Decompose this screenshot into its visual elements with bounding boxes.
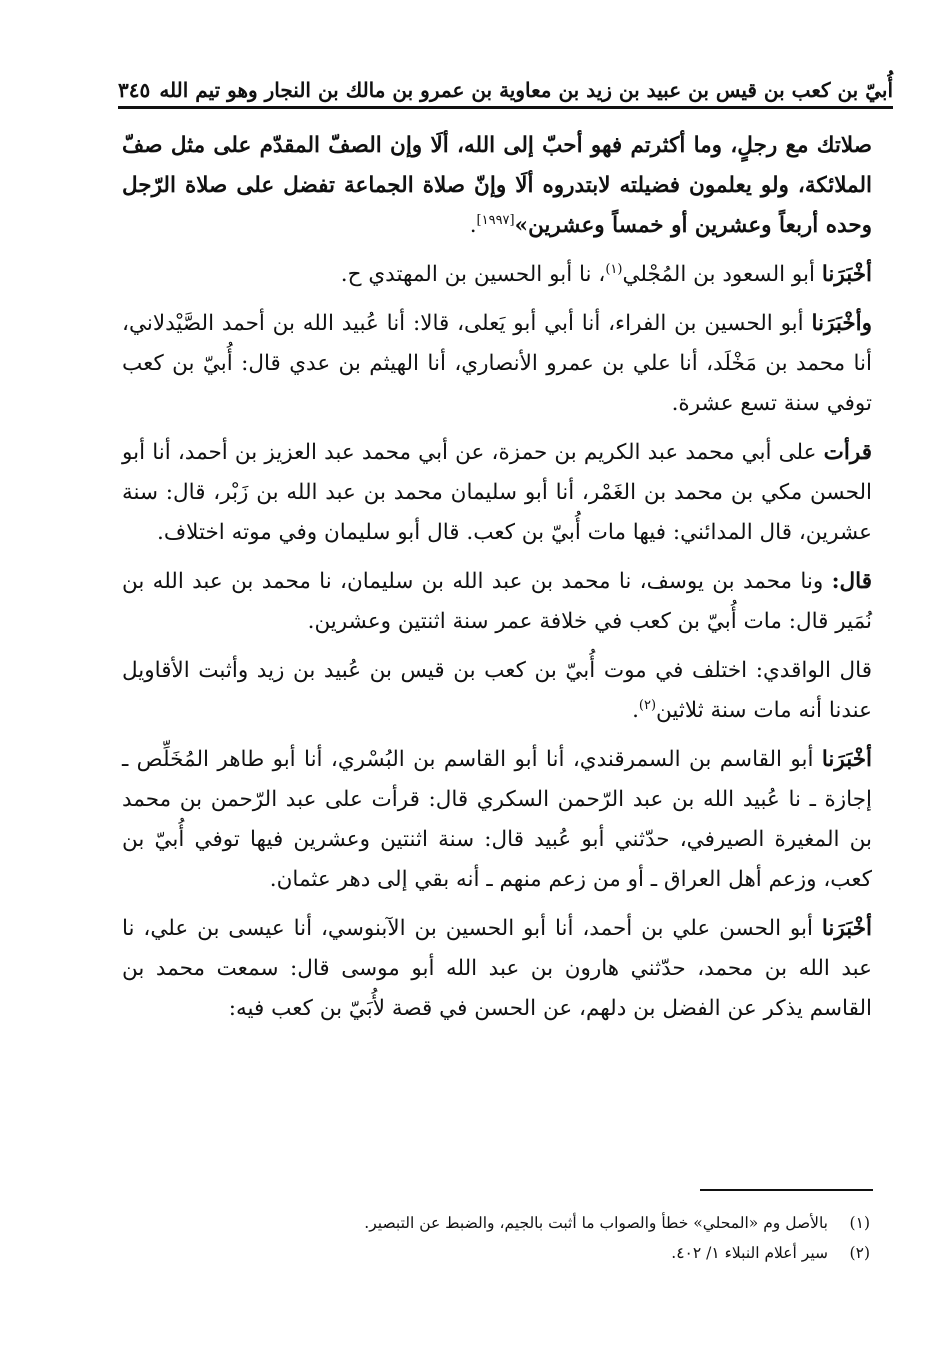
paragraph-text: أبو الحسن علي بن أحمد، أنا أبو الحسين بن الآبنوسي، أنا عيسى بن علي، نا عبد الله بن محمد، حدّثني هارون بن عبد الله أبو موسى قال: سمعت محمد بن القاسم يذكر عن الفضل بن دلهم، عن الحسن في قصة لأُبَيّ بن كعب فيه: <box>122 916 872 1021</box>
paragraph-text: ونا محمد بن يوسف، نا محمد بن عبد الله بن سليمان، نا محمد بن عبد الله بن نُمَير قال: مات أُبيّ بن كعب في خلافة عمر سنة اثنتين وعشرين. <box>122 569 872 634</box>
paragraph-text: صلاتك مع رجلٍ، وما أكثرتم فهو أحبّ إلى الله، ألَا وإن الصفّ المقدّم على مثل صفّ الملائكة، ولو يعلمون فضيلته لابتدروه ألَا وإنّ صلاة الجماعة تفضل على صلاة الرّجل وحده أربعاً وعشرين أو خمساً وعشرين» <box>122 133 872 238</box>
paragraph-lead: قرأت <box>823 440 872 465</box>
running-head-title: أُبيّ بن كعب بن قيس بن عبيد بن زيد بن معاوية بن عمرو بن مالك بن النجار وهو تيم الله <box>159 78 893 102</box>
footnote-ref[interactable]: (١) <box>605 261 623 277</box>
footnotes <box>300 1208 870 1268</box>
body-text <box>122 126 872 1038</box>
footnote-text: بالأصل وم «المحلي» خطأ والصواب ما أثبت بالجيم، والضبط عن التبصير. <box>364 1214 828 1232</box>
paragraph-text: أبو الحسين بن الفراء، أنا أبي أبو يَعلى، قالا: أنا عُبيد الله بن أحمد الصَّيْدلاني، أنا محمد بن مَخْلَد، أنا علي بن عمرو الأنصاري، أنا الهيثم بن عدي قال: أُبيّ بن كعب توفي سنة تسع عشرة. <box>122 311 872 416</box>
footnote-ref[interactable]: (٢) <box>638 697 657 713</box>
footnote-2 <box>300 1238 870 1268</box>
paragraph-6 <box>122 651 872 731</box>
paragraph-7 <box>122 740 872 900</box>
paragraph-text: على أبي محمد عبد الكريم بن حمزة، عن أبي محمد عبد العزيز بن أحمد، أنا أبو الحسن مكي بن محمد بن الغَمْر، أنا أبو سليمان محمد بن عبد الله بن زَبْر، قال: سنة عشرين، قال المدائني: فيها مات أُبيّ بن كعب. قال أبو سليمان وفي موته اختلاف. <box>122 440 872 545</box>
paragraph-lead: وأخْبَرَنا <box>811 311 872 336</box>
page-number: ٣٤٥ <box>118 78 151 102</box>
paragraph-lead: أخْبَرَنا <box>821 262 872 287</box>
paragraph-text: قال الواقدي: اختلف في موت أُبيّ بن كعب بن قيس بن عُبيد بن زيد وأثبت الأقاويل عندنا أنه مات سنة ثلاثين <box>122 658 872 723</box>
paragraph-lead: قال: <box>831 569 872 594</box>
paragraph-4 <box>122 433 872 553</box>
paragraph-8 <box>122 909 872 1029</box>
paragraph-1 <box>122 126 872 246</box>
paragraph-tail: ، نا أبو الحسين بن المهتدي ح. <box>340 262 606 287</box>
paragraph-tail: . <box>469 213 477 238</box>
paragraph-lead: أخْبَرَنا <box>821 916 872 941</box>
paragraph-text: أبو القاسم بن السمرقندي، أنا أبو القاسم بن البُسْري، أنا أبو طاهر المُخَلِّص ـ إجازة ـ نا عُبيد الله بن عبد الرّحمن السكري قال: قرأت على عبد الرّحمن بن محمد بن المغيرة الصيرفي، حدّثني أبو عُبيد قال: سنة اثنتين وعشرين فيها توفي أُبيّ بن كعب، وزعم أهل العراق ـ أو من زعم منهم ـ أنه بقي إلى دهر عثمان. <box>122 747 872 892</box>
paragraph-tail: . <box>632 698 639 723</box>
footnote-number: (١) <box>849 1214 870 1232</box>
running-head <box>118 62 893 102</box>
paragraph-3 <box>122 304 872 424</box>
paragraph-lead: أخْبَرَنا <box>821 747 872 772</box>
hadith-number: [١٩٩٧] <box>476 212 515 228</box>
footnote-rule <box>700 1189 873 1191</box>
header-rule <box>118 106 893 109</box>
paragraph-2 <box>122 255 872 295</box>
footnote-number: (٢) <box>849 1244 870 1262</box>
footnote-text: سير أعلام النبلاء ١/ ٤٠٢. <box>671 1244 828 1262</box>
paragraph-5 <box>122 562 872 642</box>
paragraph-text: أبو السعود بن المُجْلي <box>622 262 822 287</box>
footnote-1 <box>300 1208 870 1238</box>
